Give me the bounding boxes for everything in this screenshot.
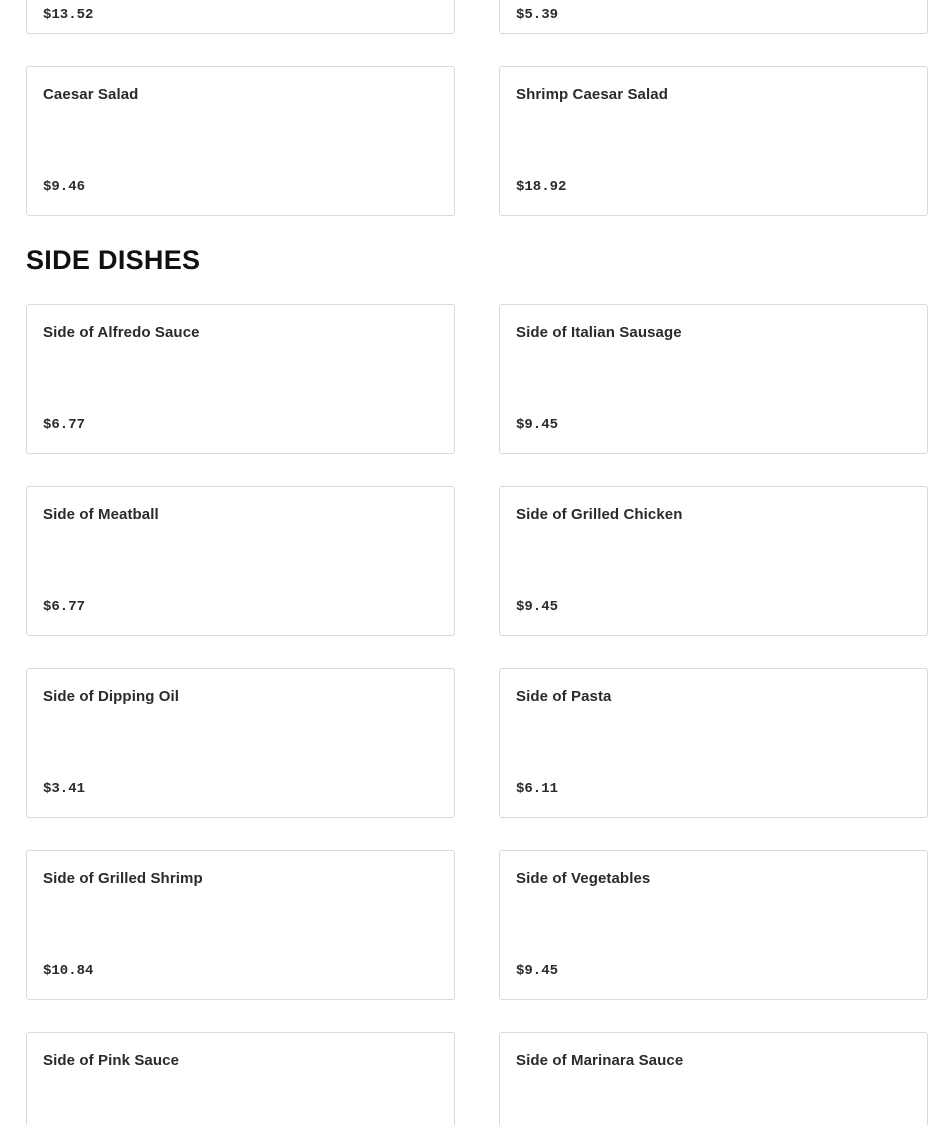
menu-item-card[interactable] — [26, 0, 455, 34]
item-price: $6.11 — [516, 781, 559, 797]
item-name: Side of Marinara Sauce — [516, 1052, 684, 1069]
menu-item-card-side-of-dipping-oil[interactable] — [26, 668, 455, 818]
item-price: $10.84 — [43, 963, 94, 979]
item-name: Side of Dipping Oil — [43, 688, 180, 705]
menu-item-card-side-of-meatball[interactable] — [26, 486, 455, 636]
menu-item-card-side-of-vegetables[interactable] — [499, 850, 928, 1000]
item-name: Side of Alfredo Sauce — [43, 324, 200, 341]
item-price: $3.41 — [43, 781, 86, 797]
item-name: Side of Italian Sausage — [516, 324, 682, 341]
item-price: $5.39 — [516, 7, 559, 23]
item-price: $9.46 — [43, 179, 86, 195]
item-price: $6.77 — [43, 599, 86, 615]
item-name: Side of Grilled Chicken — [516, 506, 683, 523]
menu-item-card-side-of-grilled-shrimp[interactable] — [26, 850, 455, 1000]
item-price: $9.45 — [516, 599, 559, 615]
item-name: Side of Grilled Shrimp — [43, 870, 203, 887]
menu-item-card-side-of-alfredo-sauce[interactable] — [26, 304, 455, 454]
item-name: Side of Pasta — [516, 688, 612, 705]
item-price: $13.52 — [43, 7, 94, 23]
item-name: Side of Meatball — [43, 506, 159, 523]
menu-item-card-shrimp-caesar-salad[interactable] — [499, 66, 928, 216]
menu-item-card-side-of-grilled-chicken[interactable] — [499, 486, 928, 636]
menu-item-card-caesar-salad[interactable] — [26, 66, 455, 216]
item-price: $9.45 — [516, 963, 559, 979]
menu-item-card-side-of-pasta[interactable] — [499, 668, 928, 818]
section-title-side-dishes: SIDE DISHES — [26, 245, 201, 275]
item-price: $18.92 — [516, 179, 567, 195]
menu-item-card-side-of-pink-sauce[interactable] — [26, 1032, 455, 1125]
menu-item-card-side-of-marinara-sauce[interactable] — [499, 1032, 928, 1125]
item-name: Caesar Salad — [43, 86, 139, 103]
menu-item-card-side-of-italian-sausage[interactable] — [499, 304, 928, 454]
item-name: Side of Vegetables — [516, 870, 651, 887]
item-price: $9.45 — [516, 417, 559, 433]
item-price: $6.77 — [43, 417, 86, 433]
item-name: Side of Pink Sauce — [43, 1052, 180, 1069]
menu-item-card[interactable] — [499, 0, 928, 34]
item-name: Shrimp Caesar Salad — [516, 86, 668, 103]
